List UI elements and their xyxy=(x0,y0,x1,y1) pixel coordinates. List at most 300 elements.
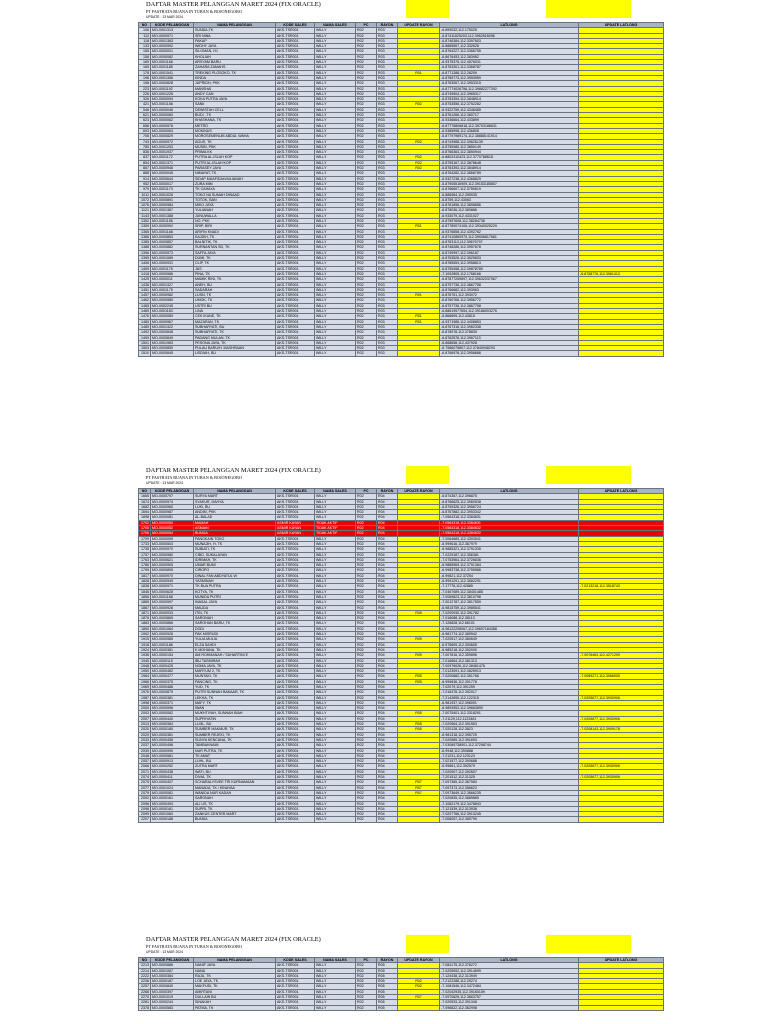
cell-rayon: R04 xyxy=(377,769,398,774)
cell-sales-name: WILLY xyxy=(315,293,356,298)
cell-rayon: R03 xyxy=(377,192,398,197)
cell-sales-code: AKS-TSR001 xyxy=(276,695,315,700)
cell-latlong: -7.121539,112.313938 xyxy=(440,806,579,811)
cell-rayon: R03 xyxy=(377,330,398,335)
cell-sales-code: AKS-TSR001 xyxy=(276,594,315,599)
cell-customer-code: MO-0000895 xyxy=(151,568,194,573)
cell-sales-name: WILLY xyxy=(315,91,356,96)
cell-update-rayon: R05 xyxy=(398,637,440,642)
cell-sales-name: WILLY xyxy=(315,711,356,716)
customer-table xyxy=(138,488,664,823)
cell-latlong: -7.0467089,112.38401485 xyxy=(440,589,579,594)
cell-pc: R02 xyxy=(356,700,377,705)
cell-update-latlong xyxy=(579,351,664,356)
header-no: NO xyxy=(139,489,151,494)
cell-latlong: -6.8766625,112.3960538 xyxy=(440,499,579,504)
cell-rayon: R03 xyxy=(377,91,398,96)
cell-rayon: R04 xyxy=(377,584,398,589)
cell-latlong: -6.8753556,112.3752282 xyxy=(440,102,579,107)
cell-sales-name: WILLY xyxy=(315,70,356,75)
cell-customer-code: MO-0000990 xyxy=(151,748,194,753)
cell-customer-code: MO-0000960 xyxy=(151,504,194,509)
cell-customer-code: MO-0000628 xyxy=(151,589,194,594)
cell-customer-code: MO-0000928 xyxy=(151,605,194,610)
cell-sales-code: AKS-TSR001 xyxy=(276,49,315,54)
cell-customer-name: MARYUM 2, TK xyxy=(194,669,276,674)
cell-update-latlong: -7.0205677,112.3930906 xyxy=(579,716,664,721)
cell-pc: R02 xyxy=(356,128,377,133)
cell-customer-name: PULAU BARU/H. MASHRAAN xyxy=(194,346,276,351)
cell-update-latlong: -7.0208143,112.3909178 xyxy=(579,727,664,732)
cell-rayon: R04 xyxy=(377,647,398,652)
cell-latlong: -7.201512,112.31325 xyxy=(440,775,579,780)
cell-sales-code: AKS-TSR001 xyxy=(276,653,315,658)
cell-no: 1865 xyxy=(139,600,151,605)
cell-customer-code: MO-0000440 xyxy=(151,716,194,721)
cell-rayon: R03 xyxy=(377,340,398,345)
cell-sales-code: AKS-TSR001 xyxy=(276,176,315,181)
header-update-latlong: UPDATE LATLONG xyxy=(579,958,664,963)
cell-customer-name: RAJU, TK xyxy=(194,973,276,978)
cell-update-rayon: R01 xyxy=(398,70,440,75)
cell-sales-name: WILLY xyxy=(315,568,356,573)
cell-rayon: R03 xyxy=(377,324,398,329)
cell-sales-name: WILLY xyxy=(315,33,356,38)
cell-rayon: R03 xyxy=(377,266,398,271)
cell-latlong: -6.8767316,112.3962338 xyxy=(440,324,579,329)
cell-customer-code: MO-0000180 xyxy=(151,727,194,732)
cell-no: 1883 xyxy=(139,621,151,626)
cell-latlong: -6.9376858,112.4392762 xyxy=(440,229,579,234)
cell-no: 2378 xyxy=(139,1005,151,1010)
cell-rayon: R05 xyxy=(377,989,398,994)
cell-no: 2207 xyxy=(139,817,151,822)
cell-pc: R02 xyxy=(356,144,377,149)
cell-sales-code: AKS-TSR001 xyxy=(276,240,315,245)
cell-rayon: R03 xyxy=(377,28,398,33)
cell-rayon: R03 xyxy=(377,65,398,70)
cell-rayon: R05 xyxy=(377,1000,398,1005)
cell-customer-name: LUHL, BU xyxy=(194,759,276,764)
cell-latlong: -6.7986075807,112.37840948293 xyxy=(440,346,579,351)
cell-latlong: -7.007616,112.359896 xyxy=(440,653,579,658)
cell-latlong: -7.097365,112.367583 xyxy=(440,780,579,785)
cell-no: 223 xyxy=(139,86,151,91)
cell-no: 979 xyxy=(139,187,151,192)
cell-update-rayon: R02 xyxy=(398,984,440,989)
cell-customer-code: MO-0000082 xyxy=(151,711,194,716)
cell-pc: R02 xyxy=(356,181,377,186)
cell-sales-code: AKS-TSR001 xyxy=(276,128,315,133)
header-rayon: RAYON xyxy=(377,23,398,28)
cell-customer-code: MO-0000477 xyxy=(151,674,194,679)
cell-sales-code: AKS-TSR001 xyxy=(276,271,315,276)
update-latlong-highlight xyxy=(546,0,631,18)
cell-sales-code: AKS-TSR001 xyxy=(276,727,315,732)
cell-sales-code: AKS-TSR001 xyxy=(276,989,315,994)
cell-latlong: -6.8763526,112.3625833 xyxy=(440,256,579,261)
cell-no: 1465 xyxy=(139,303,151,308)
cell-customer-name: DEWISTAH CELL xyxy=(194,107,276,112)
cell-customer-code: MO-0000987 xyxy=(151,510,194,515)
table-row xyxy=(139,351,664,356)
cell-latlong: -6.8757736,112.3867758 xyxy=(440,303,579,308)
cell-sales-name: WILLY xyxy=(315,589,356,594)
cell-rayon: R03 xyxy=(377,171,398,176)
cell-pc: R02 xyxy=(356,780,377,785)
cell-pc: R02 xyxy=(356,203,377,208)
cell-rayon: R03 xyxy=(377,293,398,298)
cell-pc: R02 xyxy=(356,520,377,525)
cell-customer-name: ITIN, TK xyxy=(194,610,276,615)
cell-sales-name: WILLY xyxy=(315,277,356,282)
cell-no: 1871 xyxy=(139,610,151,615)
cell-latlong: -7.0753964,112.3726836 xyxy=(440,557,579,562)
cell-latlong: -7.016088,112.38113 xyxy=(440,616,579,621)
cell-sales-name: WILLY xyxy=(315,324,356,329)
cell-pc: R02 xyxy=(356,706,377,711)
cell-customer-code: MO-0000581 xyxy=(151,753,194,758)
cell-sales-name: WILLY xyxy=(315,806,356,811)
cell-customer-name: SILOMAN, HJ xyxy=(194,49,276,54)
cell-no: 1733 xyxy=(139,541,151,546)
cell-latlong: -6.868658,112.437928 xyxy=(440,340,579,345)
cell-customer-name: ANEH, BU xyxy=(194,282,276,287)
cell-latlong: -7.020835,112.3889885 xyxy=(440,796,579,801)
cell-pc: R02 xyxy=(356,91,377,96)
cell-customer-code: MO-0000381 xyxy=(151,732,194,737)
cell-no: 1503 xyxy=(139,346,151,351)
cell-customer-code: MO-0000407 xyxy=(151,780,194,785)
cell-sales-name: WILLY xyxy=(315,626,356,631)
cell-sales-name: WILLY xyxy=(315,695,356,700)
cell-sales-name: WILLY xyxy=(315,727,356,732)
cell-update-rayon: R05 xyxy=(398,722,440,727)
cell-rayon: R03 xyxy=(377,97,398,102)
cell-sales-code: AKS-TSR001 xyxy=(276,335,315,340)
cell-no: 836 xyxy=(139,150,151,155)
cell-rayon: R05 xyxy=(377,968,398,973)
cell-customer-code: MO-0001322 xyxy=(151,324,194,329)
cell-sales-code: AKS-TSR001 xyxy=(276,605,315,610)
cell-update-rayon: R02 xyxy=(398,979,440,984)
cell-sales-name: WILLY xyxy=(315,632,356,637)
cell-customer-code: MO-0001313 xyxy=(151,28,194,33)
cell-customer-name: KHOLIAH xyxy=(194,54,276,59)
cell-pc: R02 xyxy=(356,637,377,642)
cell-customer-code: MO-0000931 xyxy=(151,261,194,266)
cell-pc: R02 xyxy=(356,504,377,509)
cell-update-rayon: R07 xyxy=(398,995,440,1000)
cell-sales-code: AKS-TSR001 xyxy=(276,245,315,250)
cell-sales-code: AKS-TSR001 xyxy=(276,293,315,298)
cell-rayon: R05 xyxy=(377,963,398,968)
cell-no: 2077 xyxy=(139,785,151,790)
cell-rayon: R04 xyxy=(377,504,398,509)
cell-rayon: R04 xyxy=(377,616,398,621)
cell-latlong: -7.02042935,112.39160159 xyxy=(440,989,579,994)
cell-rayon: R04 xyxy=(377,806,398,811)
cell-customer-code: MO-0000089 xyxy=(151,314,194,319)
cell-pc: R02 xyxy=(356,1000,377,1005)
cell-no: 1987 xyxy=(139,695,151,700)
update-date: UPDATE : 13 MAR 2024 xyxy=(146,481,184,485)
cell-sales-name: WILLY xyxy=(315,44,356,49)
cell-rayon: R03 xyxy=(377,234,398,239)
cell-customer-name: YASMINAH xyxy=(194,579,276,584)
cell-pc: R02 xyxy=(356,790,377,795)
cell-rayon: R04 xyxy=(377,711,398,716)
cell-rayon: R04 xyxy=(377,573,398,578)
cell-sales-name: WILLY xyxy=(315,49,356,54)
cell-sales-code: AKS-TSR001 xyxy=(276,658,315,663)
cell-latlong: -6.87776806818,112.39703186631 xyxy=(440,123,579,128)
cell-latlong: -6.87789074106,112.39340025229 xyxy=(440,224,579,229)
cell-pc: R02 xyxy=(356,123,377,128)
cell-customer-name: PUTRI AL-ISLAH KOP xyxy=(194,160,276,165)
cell-customer-name: PINA, TK xyxy=(194,271,276,276)
cell-no: 1388 xyxy=(139,245,151,250)
header-update-latlong: UPDATE LATLONG xyxy=(579,489,664,494)
cell-pc: R02 xyxy=(356,75,377,80)
cell-sales-code: AKS-TSR001 xyxy=(276,801,315,806)
cell-customer-code: MO-0000054 xyxy=(151,531,194,536)
cell-sales-code: AKS-TSR001 xyxy=(276,1005,315,1010)
cell-customer-name: MAKFUDI, TK xyxy=(194,984,276,989)
cell-pc: R02 xyxy=(356,213,377,218)
cell-rayon: R03 xyxy=(377,309,398,314)
cell-sales-code: AKS-TSR001 xyxy=(276,684,315,689)
cell-sales-code: AKS-TSR001 xyxy=(276,287,315,292)
cell-customer-name: ASMAIN xyxy=(194,526,276,531)
cell-customer-name: PAK MISRUDI xyxy=(194,632,276,637)
cell-customer-name: SURYA MART xyxy=(194,494,276,499)
cell-pc: R02 xyxy=(356,319,377,324)
cell-pc: R02 xyxy=(356,102,377,107)
cell-sales-code: AKS-TSR001 xyxy=(276,309,315,314)
cell-pc: R02 xyxy=(356,234,377,239)
cell-latlong: -7.1082179,112.3478843 xyxy=(440,801,579,806)
cell-customer-code: MO-0000891 xyxy=(151,197,194,202)
cell-customer-name: BUNGA xyxy=(194,531,276,536)
cell-sales-code: AKS-TSR001 xyxy=(276,65,315,70)
cell-no: 165 xyxy=(139,65,151,70)
cell-sales-name: WILLY xyxy=(315,256,356,261)
cell-pc: R02 xyxy=(356,759,377,764)
cell-pc: R02 xyxy=(356,309,377,314)
cell-rayon: R04 xyxy=(377,663,398,668)
cell-latlong: -6.9327238,112.4368829 xyxy=(440,176,579,181)
sheet-title: DAFTAR MASTER PELANGGAN MARET 2024 (FIX ORACLE) xyxy=(146,936,321,943)
cell-no: 2057 xyxy=(139,759,151,764)
cell-latlong: -7.0564318,112.3384631 xyxy=(440,515,579,520)
cell-customer-name: NUR PUTRA, TK xyxy=(194,748,276,753)
cell-sales-name: WILLY xyxy=(315,113,356,118)
cell-customer-code: MO-0001356 xyxy=(151,75,194,80)
cell-customer-code: MO-0001253 xyxy=(151,144,194,149)
update-rayon-highlight xyxy=(406,935,449,953)
cell-customer-name: LINA xyxy=(194,309,276,314)
cell-pc: R02 xyxy=(356,150,377,155)
cell-no: 1418 xyxy=(139,271,151,276)
cell-no: 1757 xyxy=(139,552,151,557)
cell-sales-code: AKS-TSR001 xyxy=(276,346,315,351)
cell-sales-code: AKS-TSR001 xyxy=(276,166,315,171)
cell-customer-code: MO-0000050 xyxy=(151,520,194,525)
cell-sales-code: AKS-TSR001 xyxy=(276,984,315,989)
cell-sales-name: WILLY xyxy=(315,716,356,721)
cell-customer-name: DODI xyxy=(194,626,276,631)
cell-no: 2214 xyxy=(139,968,151,973)
cell-customer-name: NIMAYAT, TK xyxy=(194,171,276,176)
cell-sales-code: AKS-TSR001 xyxy=(276,616,315,621)
cell-latlong: -6.981318,112.396725 xyxy=(440,732,579,737)
cell-sales-name: WILLY xyxy=(315,674,356,679)
cell-customer-code: MO-0000980 xyxy=(151,298,194,303)
header-sales-name: NAMA SALES xyxy=(315,958,356,963)
cell-customer-code: MO-0000882 xyxy=(151,245,194,250)
cell-pc: R02 xyxy=(356,690,377,695)
cell-customer-name: SARONAH xyxy=(194,616,276,621)
cell-sales-name: WILLY xyxy=(315,287,356,292)
cell-no: 1799 xyxy=(139,568,151,573)
cell-customer-code: MO-0000583 xyxy=(151,1005,194,1010)
cell-sales-name: WILLY xyxy=(315,208,356,213)
cell-customer-code: MO-0000425 xyxy=(151,663,194,668)
cell-customer-code: MO-0000001 xyxy=(151,49,194,54)
cell-pc: R02 xyxy=(356,49,377,54)
cell-pc: R02 xyxy=(356,584,377,589)
update-date: UPDATE : 13 MAR 2024 xyxy=(146,15,184,19)
cell-customer-code: MO-0000094 xyxy=(151,97,194,102)
cell-rayon: R04 xyxy=(377,658,398,663)
cell-rayon: R03 xyxy=(377,314,398,319)
cell-no: 1674 xyxy=(139,499,151,504)
cell-latlong: -6.985218,112.392000 xyxy=(440,647,579,652)
cell-sales-code: AKS-TSR001 xyxy=(276,224,315,229)
cell-pc: R02 xyxy=(356,60,377,65)
cell-no: 1966 xyxy=(139,679,151,684)
cell-customer-code: MO-0001185 xyxy=(151,65,194,70)
cell-customer-name: SUBIATI, TK xyxy=(194,547,276,552)
cell-customer-name: YUD, TK xyxy=(194,684,276,689)
cell-sales-code: AKS-TSR001 xyxy=(276,277,315,282)
cell-sales-code: AKS-TSR001 xyxy=(276,1000,315,1005)
cell-pc: R02 xyxy=(356,197,377,202)
cell-customer-name: LUJIL, BU xyxy=(194,722,276,727)
cell-latlong: -7.0205592,112.3914699 xyxy=(440,968,579,973)
cell-customer-code: MO-0000188 xyxy=(151,817,194,822)
cell-rayon: R04 xyxy=(377,690,398,695)
cell-sales-name: WILLY xyxy=(315,298,356,303)
cell-customer-name: MANSHAI xyxy=(194,86,276,91)
cell-no: 1480 xyxy=(139,319,151,324)
cell-sales-name: WILLY xyxy=(315,218,356,223)
cell-pc: R02 xyxy=(356,293,377,298)
cell-rayon: R04 xyxy=(377,568,398,573)
cell-latlong: -6.8759326,112.3956724 xyxy=(440,504,579,509)
cell-rayon: R04 xyxy=(377,812,398,817)
cell-customer-name: PAKAP xyxy=(194,38,276,43)
cell-pc: R02 xyxy=(356,303,377,308)
cell-pc: R02 xyxy=(356,658,377,663)
cell-pc: R02 xyxy=(356,663,377,668)
cell-customer-code: MO-0001172 xyxy=(151,155,194,160)
cell-sales-code: AKS-TSR001 xyxy=(276,266,315,271)
cell-customer-name: ARIFIN KNADI xyxy=(194,229,276,234)
cell-latlong: -6.87597608,112.38284736 xyxy=(440,218,579,223)
cell-customer-code: MO-0000926 xyxy=(151,632,194,637)
cell-rayon: R04 xyxy=(377,669,398,674)
cell-no: 1702 xyxy=(139,520,151,525)
cell-sales-name: WILLY xyxy=(315,340,356,345)
cell-sales-code: AKS-TSR001 xyxy=(276,203,315,208)
cell-customer-name: TREKING PLOSOKO, TK xyxy=(194,70,276,75)
cell-customer-name: LUSN, TK xyxy=(194,293,276,298)
cell-latlong: -6.9893953,112.39683890 xyxy=(440,706,579,711)
cell-customer-code: MO-0000621 xyxy=(151,557,194,562)
cell-no: 2281 xyxy=(139,1000,151,1005)
cell-latlong: -6.99661,112.392579 xyxy=(440,764,579,769)
cell-latlong: -6.8766607,112.3759619 xyxy=(440,187,579,192)
cell-no: 867 xyxy=(139,166,151,171)
cell-rayon: R04 xyxy=(377,764,398,769)
cell-latlong: -6.8765553,112.3958813 xyxy=(440,261,579,266)
cell-customer-name: LUKI, BU xyxy=(194,504,276,509)
cell-rayon: R04 xyxy=(377,499,398,504)
cell-sales-code: AKS-TSR001 xyxy=(276,213,315,218)
cell-latlong: -6.886564,112.395935 xyxy=(440,192,579,197)
cell-sales-code: AKS-TSR001 xyxy=(276,963,315,968)
header-customer-code: KODE PELANGGAN xyxy=(151,958,194,963)
cell-rayon: R03 xyxy=(377,245,398,250)
cell-sales-name: WILLY xyxy=(315,166,356,171)
cell-update-rayon: R05 xyxy=(398,711,440,716)
cell-rayon: R04 xyxy=(377,626,398,631)
cell-pc: R02 xyxy=(356,727,377,732)
cell-update-rayon: R01 xyxy=(398,224,440,229)
cell-rayon: R04 xyxy=(377,817,398,822)
cell-latlong: -7.0123091,112.3825913 xyxy=(440,669,579,674)
cell-latlong: -7.2142895,112.122315 xyxy=(440,695,579,700)
cell-no: 1406 xyxy=(139,261,151,266)
cell-latlong: -7.0207766,112.3913245 xyxy=(440,812,579,817)
cell-latlong: -7.124438,112.313949 xyxy=(440,973,579,978)
cell-customer-name: NO, PKK xyxy=(194,218,276,223)
cell-pc: R02 xyxy=(356,282,377,287)
cell-sales-code: AKS-TSR001 xyxy=(276,256,315,261)
cell-sales-name: WILLY xyxy=(315,303,356,308)
cell-rayon: R04 xyxy=(377,706,398,711)
cell-pc: R02 xyxy=(356,600,377,605)
cell-sales-code: AKS-TSR001 xyxy=(276,812,315,817)
cell-rayon: R04 xyxy=(377,541,398,546)
cell-sales-name: WILLY xyxy=(315,759,356,764)
cell-customer-name: ZANKUS CENTER MART xyxy=(194,812,276,817)
cell-customer-name: MUSIN, PKK xyxy=(194,144,276,149)
cell-sales-code: AKS-TSR001 xyxy=(276,785,315,790)
cell-customer-code: MO-0001064 xyxy=(151,626,194,631)
cell-pc: R02 xyxy=(356,679,377,684)
cell-customer-name: DIVIA, TK xyxy=(194,775,276,780)
cell-latlong: -7.1081546,112.3472484 xyxy=(440,984,579,989)
cell-sales-name: WILLY xyxy=(315,642,356,647)
cell-pc: R02 xyxy=(356,192,377,197)
cell-customer-code: MO-0001186 xyxy=(151,642,194,647)
cell-no: 2222 xyxy=(139,973,151,978)
cell-customer-code: MO-0001024 xyxy=(151,785,194,790)
cell-sales-code: AKS-TSR001 xyxy=(276,573,315,578)
